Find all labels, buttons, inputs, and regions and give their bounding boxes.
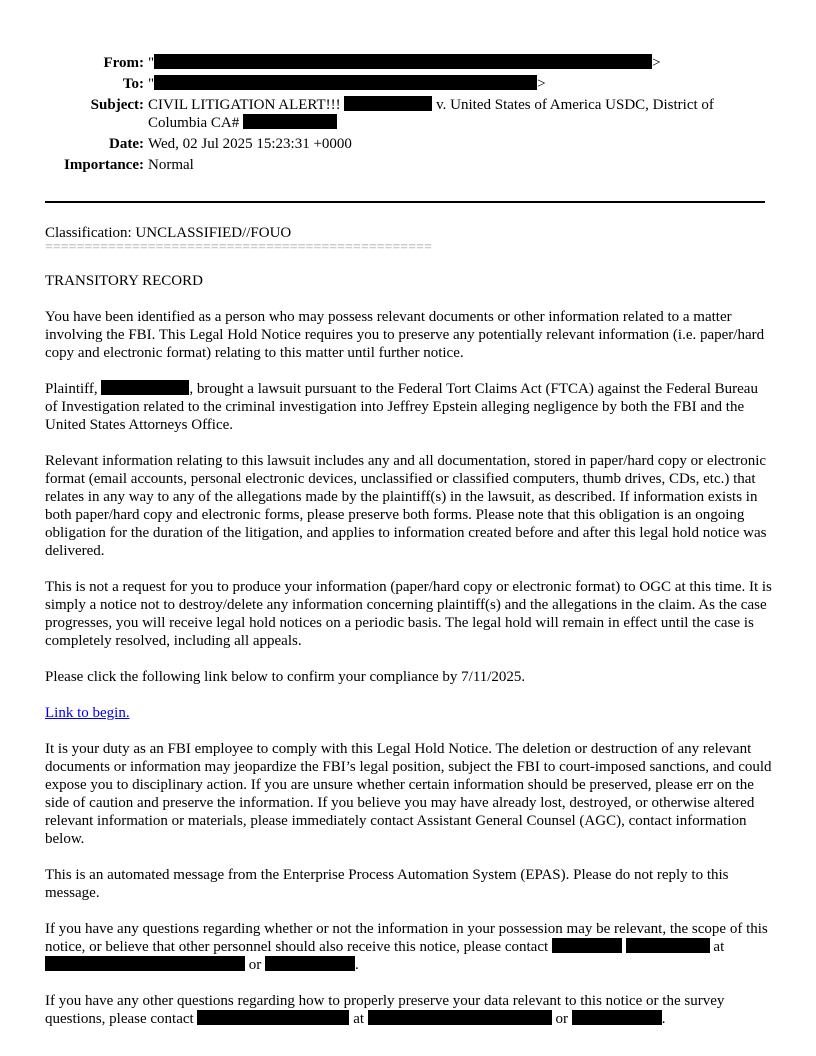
redaction-block (368, 1010, 552, 1025)
redaction-block (101, 380, 189, 395)
paragraph-relevant-info: Relevant information relating to this lawsuit includes any and all documentation, stored in paper/hard copy or electronic format (email accounts, personal electronic devices, unclassified or classified computers, thumb drives, CDs, etc.) that relates in any way to any of the allegations made by the plaintiff(s) in the lawsuit, as described. If information exists in both paper/hard copy and electronic forms, please preserve both forms. Please note that this obligation is an ongoing obligation for the duration of the litigation, and applies to information created before and after this legal hold notice was delivered. (45, 453, 767, 559)
to-row (0, 75, 816, 93)
from-label: From: (103, 55, 144, 71)
from-value: " > (148, 55, 661, 71)
redaction-block (154, 54, 652, 69)
paragraph-plaintiff: Plaintiff, , brought a lawsuit pursuant to the Federal Tort Claims Act (FTCA) against the Federal Bureau of Investigation related to the criminal investigation into Jeffrey Epstein alleging negligence by both the FBI and the United States Attorneys Office. (45, 381, 758, 433)
from-row (0, 54, 816, 72)
redaction-block (45, 956, 245, 971)
date-label: Date: (109, 136, 144, 152)
separator-line: ================================================= (45, 242, 432, 254)
redaction-block (552, 938, 622, 953)
date-row (0, 135, 816, 153)
redaction-block (265, 956, 355, 971)
to-value: " > (148, 76, 546, 92)
paragraph-legal-hold-intro: You have been identified as a person who may possess relevant documents or other information related to a matter involving the FBI. This Legal Hold Notice requires you to preserve any potentially relevant information (i.e. paper/hard copy and electronic format) relating to this matter until further notice. (45, 309, 765, 361)
paragraph-not-a-request: This is not a request for you to produce your information (paper/hard copy or electronic format) to OGC at this time. It is simply a notice not to destroy/delete any information concerning plaintiff(s) and the allegations in the claim. As the case progresses, you will receive legal hold notices on a periodic basis. The legal hold will remain in effect until the case is completely resolved, including all appeals. (45, 579, 772, 649)
redaction-block (197, 1010, 349, 1025)
link-paragraph (45, 704, 773, 722)
paragraph-contact-agc: If you have any questions regarding whether or not the information in your possession may be relevant, the scope of this notice, or believe that other personnel should also receive this notice, please contact at or . (45, 921, 768, 973)
redaction-block (154, 75, 537, 90)
paragraph-duty: It is your duty as an FBI employee to comply with this Legal Hold Notice. The deletion or destruction of any relevant documents or information may jeopardize the FBI’s legal position, subject the FBI to court-imposed sanctions, and could expose you to disciplinary action. If you are unsure whether certain information should be preserved, please err on the side of caution and preserve the information. If you believe you may have already lost, destroyed, or otherwise altered relevant information or materials, please immediately contact Assistant General Counsel (AGC), contact information below. (45, 741, 772, 847)
record-type: TRANSITORY RECORD (45, 273, 203, 289)
subject-row (0, 96, 816, 132)
importance-value: Normal (148, 157, 194, 173)
email-header (0, 54, 816, 177)
redaction-block (344, 96, 432, 111)
redaction-block (572, 1010, 662, 1025)
importance-row (0, 156, 816, 174)
subject-label: Subject: (90, 97, 144, 113)
begin-link[interactable]: Link to begin. (45, 705, 130, 721)
paragraph-contact-data: If you have any other questions regarding how to properly preserve your data relevant to this notice or the survey questions, please contact at or . (45, 993, 725, 1027)
paragraph-automated-message: This is an automated message from the Enterprise Process Automation System (EPAS). Please do not reply to this message. (45, 867, 729, 901)
message-body (45, 224, 773, 1046)
paragraph-confirm-compliance: Please click the following link below to confirm your compliance by 7/11/2025. (45, 669, 526, 685)
redaction-block (243, 114, 337, 129)
date-value: Wed, 02 Jul 2025 15:23:31 +0000 (148, 136, 352, 152)
subject-value: CIVIL LITIGATION ALERT!!! v. United States of America USDC, District of Columbia CA# (148, 97, 714, 131)
importance-label: Importance: (64, 157, 144, 173)
classification-line: Classification: UNCLASSIFIED//FOUO (45, 225, 292, 241)
redaction-block (626, 938, 710, 953)
header-divider (45, 201, 765, 203)
to-label: To: (122, 76, 144, 92)
